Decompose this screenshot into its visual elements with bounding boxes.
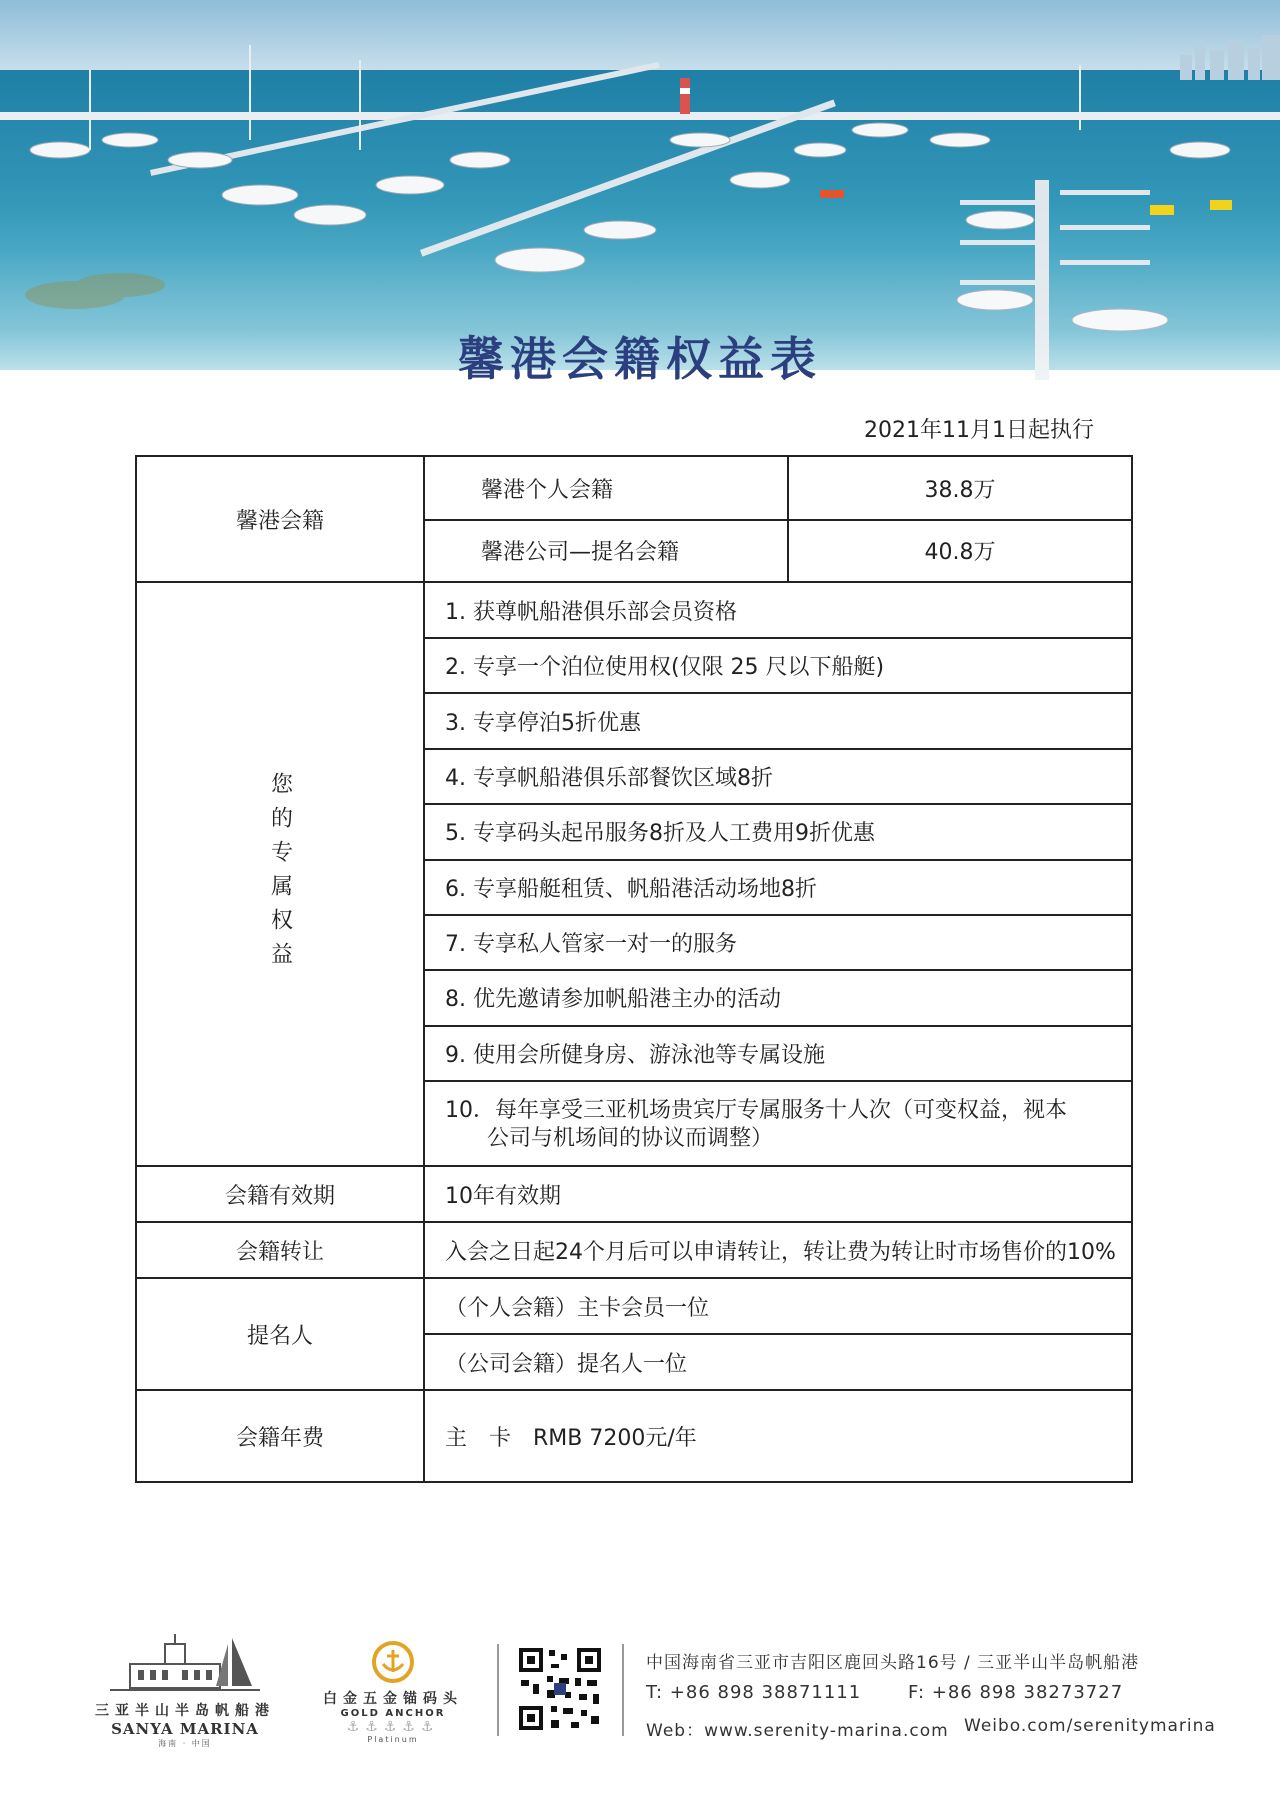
membership-label: 馨港会籍: [235, 508, 324, 534]
table-divider: [423, 859, 1131, 861]
tier-name-company: 馨港公司—提名会籍: [481, 540, 680, 565]
table-divider: [137, 1221, 1131, 1223]
fax: F: +86 898 38273727: [908, 1682, 1124, 1703]
validity-label: 会籍有效期: [224, 1183, 335, 1209]
effective-date: 2021年11月1日起执行: [864, 418, 1094, 443]
table-divider: [137, 1389, 1131, 1391]
transfer-value: 入会之日起24个月后可以申请转让，转让费为转让时市场售价的10%: [445, 1239, 1116, 1265]
anchor-icon: [371, 1640, 415, 1684]
benefit-item: 2. 专享一个泊位使用权(仅限 25 尺以下船艇): [445, 655, 885, 680]
table-divider: [423, 748, 1131, 750]
table-divider: [423, 692, 1131, 694]
table-divider: [137, 1277, 1131, 1279]
table-divider: [137, 1165, 1131, 1167]
logo2-chinese-name: 白金五金锚码头: [323, 1691, 463, 1707]
telephone: T: +86 898 38871111: [646, 1682, 862, 1703]
nominee-company: （公司会籍）提名人一位: [445, 1351, 688, 1377]
sanya-marina-logo: [80, 1630, 290, 1749]
benefit-item: 4. 专享帆船港俱乐部餐饮区域8折: [445, 765, 773, 791]
benefit-item-10-line1: 10．每年享受三亚机场贵宾厅专属服务十人次（可变权益，视本: [445, 1098, 1067, 1123]
footer-divider: [622, 1644, 624, 1736]
gold-anchor-logo: [308, 1640, 478, 1744]
anchor-rating-icons: ⚓⚓⚓⚓⚓: [346, 1719, 440, 1735]
weibo-link[interactable]: Weibo.com/serenitymarina: [964, 1716, 1216, 1736]
footer-divider: [497, 1644, 499, 1736]
page-title: 馨港会籍权益表: [458, 332, 822, 386]
tier-name-individual: 馨港个人会籍: [481, 477, 614, 503]
address: 中国海南省三亚市吉阳区鹿回头路16号 / 三亚半山半岛帆船港: [646, 1653, 1140, 1673]
nominee-label: 提名人: [246, 1323, 313, 1349]
logo1-subtitle: 海南 · 中国: [158, 1739, 212, 1748]
table-divider: [423, 914, 1131, 916]
benefit-item-10-line2: 公司与机场间的协议而调整）: [487, 1126, 774, 1151]
website-link[interactable]: Web：www.serenity-marina.com: [646, 1721, 949, 1741]
logo1-chinese-name: 三亚半山半岛帆船港: [95, 1703, 275, 1719]
transfer-label: 会籍转让: [235, 1239, 324, 1265]
benefit-item: 6. 专享船艇租赁、帆船港活动场地8折: [445, 876, 817, 902]
table-divider: [423, 803, 1131, 805]
benefit-item-10: [425, 1081, 1131, 1165]
validity-value: 10年有效期: [445, 1183, 561, 1209]
benefit-item: 1. 获尊帆船港俱乐部会员资格: [445, 599, 737, 625]
logo1-english-name: SANYA MARINA: [111, 1720, 259, 1738]
table-divider: [423, 637, 1131, 639]
table-divider: [423, 969, 1131, 971]
logo2-subtitle: Platinum: [367, 1735, 419, 1744]
logo2-english-name: GOLD ANCHOR: [340, 1708, 446, 1719]
qr-code-icon: [515, 1644, 605, 1734]
tier-price-company: 40.8万: [924, 540, 996, 565]
benefit-item: 5. 专享码头起吊服务8折及人工费用9折优惠: [445, 821, 875, 846]
table-divider: [137, 581, 1131, 583]
benefits-label-cell: [137, 583, 423, 1165]
table-divider: [423, 519, 1131, 521]
table-divider: [423, 1333, 1131, 1335]
annual-fee-value: 主 卡 RMB 7200元/年: [445, 1425, 697, 1451]
annual-fee-label: 会籍年费: [235, 1425, 324, 1451]
benefit-item: 3. 专享停泊5折优惠: [445, 710, 641, 736]
table-divider: [423, 1025, 1131, 1027]
nominee-individual: （个人会籍）主卡会员一位: [445, 1295, 710, 1321]
table-divider: [423, 1080, 1131, 1082]
benefit-item: 9. 使用会所健身房、游泳池等专属设施: [445, 1042, 825, 1068]
marina-building-icon: [110, 1630, 260, 1696]
membership-benefits-table: [135, 455, 1133, 1483]
footer: [0, 1630, 1280, 1810]
benefit-item: 8. 优先邀请参加帆船港主办的活动: [445, 987, 781, 1012]
qr-code[interactable]: [515, 1644, 605, 1734]
benefits-label: 您的专属权益: [267, 772, 293, 976]
tier-price-individual: 38.8万: [924, 477, 996, 503]
benefit-item: 7. 专享私人管家一对一的服务: [445, 931, 737, 957]
